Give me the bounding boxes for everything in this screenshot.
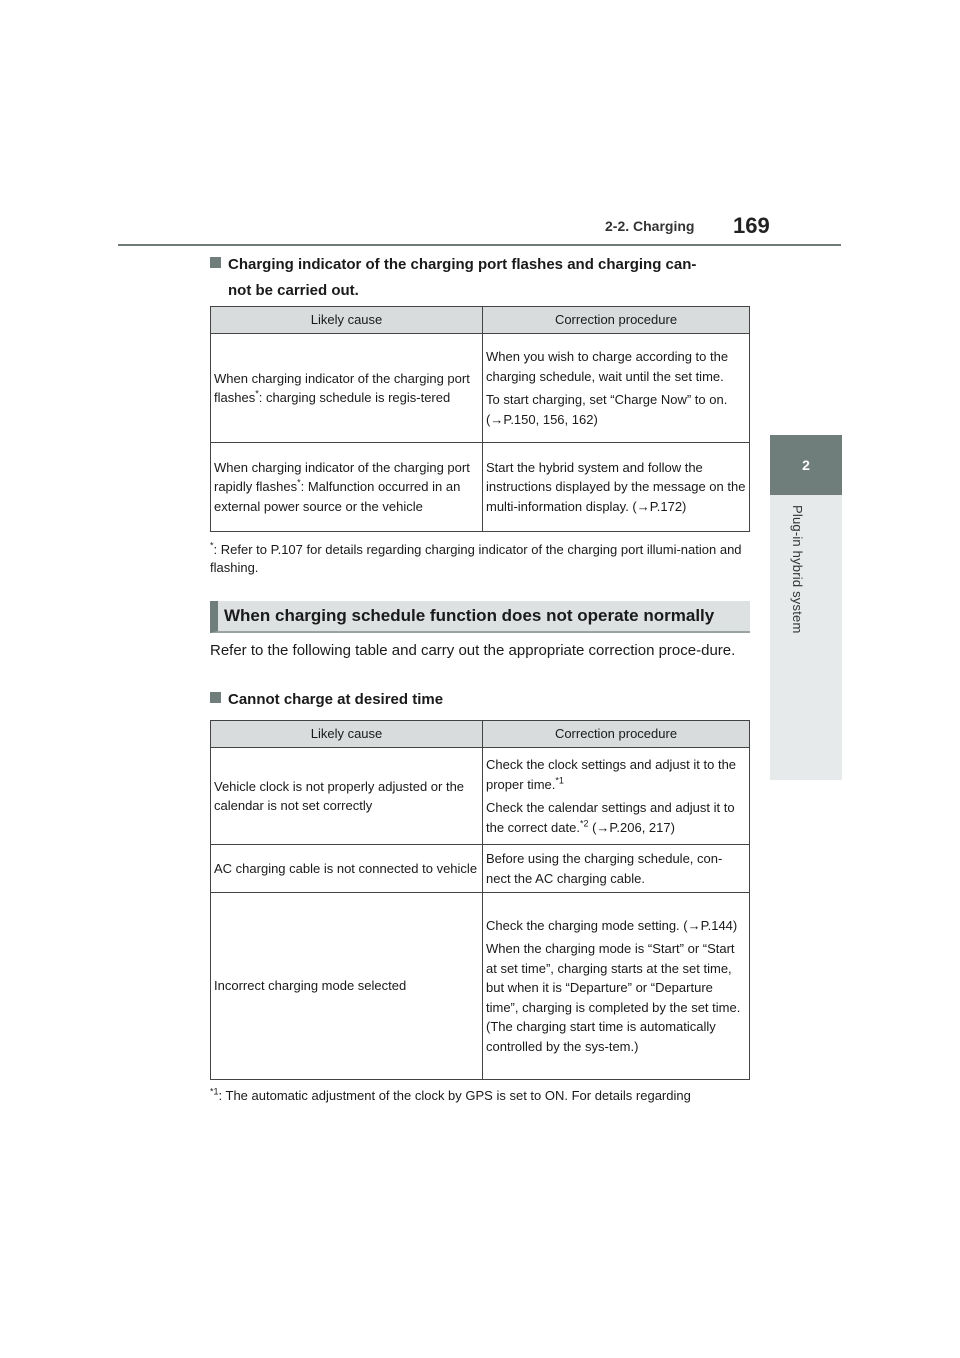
table-header-row <box>211 721 750 748</box>
cause-cell: When charging indicator of the charging port rapidly flashes*: Malfunction occurred in an external power source or the vehicle <box>211 443 483 532</box>
square-bullet-icon <box>210 257 221 268</box>
cause-cell: Vehicle clock is not properly adjusted or the calendar is not set correctly <box>211 748 483 845</box>
fix-cell: Before using the charging schedule, con-nect the AC charging cable. <box>483 845 750 893</box>
page-number: 169 <box>733 213 770 238</box>
column-header-fix: Correction procedure <box>483 721 750 748</box>
chapter-tab-bar <box>770 495 842 780</box>
table-header-row <box>211 307 750 334</box>
subheading-indicator-flashes <box>210 254 755 302</box>
fix-cell: Start the hybrid system and follow the instructions displayed by the message on the multi-information display. (→P.172) <box>483 443 750 532</box>
fix-paragraph: Check the clock settings and adjust it to the proper time.$^{*1}$ <box>486 757 737 792</box>
subheading-line2: not be carried out. <box>228 282 359 299</box>
column-header-cause: Likely cause <box>211 721 483 748</box>
subheading-cannot-charge <box>210 689 443 711</box>
section-title: When charging schedule function does not operate normally <box>210 601 750 633</box>
header-divider <box>118 244 841 246</box>
footnote-gps: $^{*1}$: The automatic adjustment of the clock by GPS is set to ON. For details regarding <box>210 1086 691 1103</box>
column-header-cause: Likely cause <box>211 307 483 334</box>
fix-cell <box>483 748 750 845</box>
table-indicator-flashes <box>210 306 750 532</box>
column-header-fix: Correction procedure <box>483 307 750 334</box>
chapter-label: Plug-in hybrid system <box>790 505 805 634</box>
table-cannot-charge <box>210 720 750 1080</box>
subheading-line1: Charging indicator of the charging port flashes and charging can- <box>228 256 697 273</box>
chapter-number: 2 <box>802 457 810 473</box>
table-row <box>211 893 750 1080</box>
table-row <box>211 845 750 893</box>
fix-cell <box>483 334 750 443</box>
cause-cell: Incorrect charging mode selected <box>211 893 483 1080</box>
fix-paragraph: Check the calendar settings and adjust it to the correct date.$^{*2}$ (→P.206, 217) <box>486 800 735 835</box>
table-row <box>211 443 750 532</box>
square-bullet-icon <box>210 692 221 703</box>
fix-paragraph: Check the charging mode setting. (→P.144) <box>486 917 738 933</box>
cause-cell: AC charging cable is not connected to vehicle <box>211 845 483 893</box>
fix-cell <box>483 893 750 1080</box>
cause-cell: When charging indicator of the charging port flashes*: charging schedule is regis-tered <box>211 334 483 443</box>
table-row <box>211 334 750 443</box>
running-header-section: 2-2. Charging <box>605 218 695 234</box>
subheading-text: Cannot charge at desired time <box>228 691 444 708</box>
chapter-tab <box>770 435 842 495</box>
fix-paragraph: When the charging mode is “Start” or “Start at set time”, charging starts at the set time, but when it is “Departure” or “Departure time”, charging is completed by the set time. (The charging start time is automatically controlled by the sys-tem.) <box>486 941 741 1054</box>
fix-paragraph: To start charging, set “Charge Now” to on. (→P.150, 156, 162) <box>486 392 728 427</box>
table-row <box>211 748 750 845</box>
fix-paragraph: When you wish to charge according to the charging schedule, wait until the set time. <box>486 349 729 384</box>
footnote-indicator: *: Refer to P.107 for details regarding charging indicator of the charging port illumi-nation and flashing. <box>210 540 742 575</box>
intro-paragraph: Refer to the following table and carry out the appropriate correction proce-dure. <box>210 642 736 659</box>
